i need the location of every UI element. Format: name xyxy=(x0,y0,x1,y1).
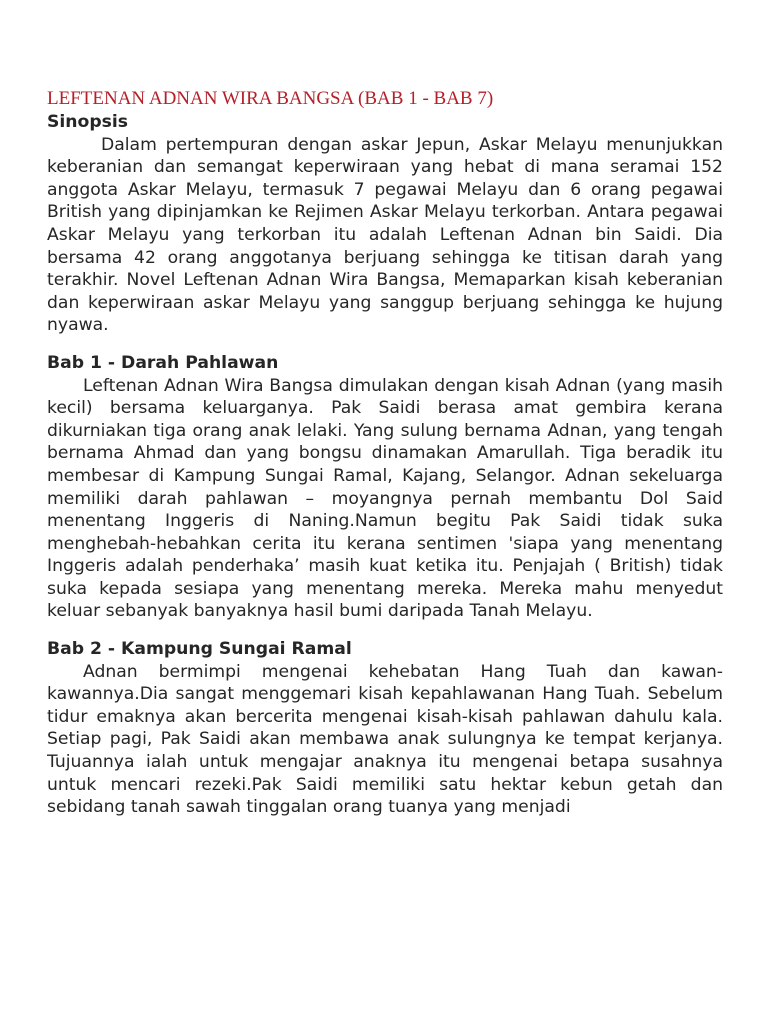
section-heading: Bab 1 - Darah Pahlawan xyxy=(47,352,279,373)
section-paragraph: Leftenan Adnan Wira Bangsa dimulakan dengan kisah Adnan (yang masih kecil) bersama keluarganya. Pak Saidi berasa amat gembira kerana dikurniakan tiga orang anak lelaki. Yang sulung bernama Adnan, yang tengah bernama Ahmad dan yang bongsu dinamakan Amarullah. Tiga beradik itu membesar di Kampung Sungai Ramal, Kajang, Selangor. Adnan sekeluarga memiliki darah pahlawan – moyangnya pernah membantu Dol Said menentang Inggeris di Naning.Namun begitu Pak Saidi tidak suka menghebah-hebahkan cerita itu kerana sentimen 'siapa yang menentang Inggeris adalah penderhaka’ masih kuat ketika itu. Penjajah ( British) tidak suka kepada sesiapa yang menentang mereka. Mereka mahu menyedut keluar sebanyak banyaknya hasil bumi daripada Tanah Melayu. xyxy=(47,375,723,622)
document-title: LEFTENAN ADNAN WIRA BANGSA (BAB 1 - BAB 7) xyxy=(47,88,494,109)
document-page xyxy=(47,87,723,833)
section-paragraph: Dalam pertempuran dengan askar Jepun, Askar Melayu menunjukkan keberanian dan semangat keperwiraan yang hebat di mana seramai 152 anggota Askar Melayu, termasuk 7 pegawai Melayu dan 6 orang pegawai British yang dipinjamkan ke Rejimen Askar Melayu terkorban. Antara pegawai Askar Melayu yang terkorban itu adalah Leftenan Adnan bin Saidi. Dia bersama 42 orang anggotanya berjuang sehingga ke titisan darah yang terakhir. Novel Leftenan Adnan Wira Bangsa, Memaparkan kisah keberanian dan keperwiraan askar Melayu yang sanggup berjuang sehingga ke hujung nyawa. xyxy=(47,134,723,336)
section-paragraph: Adnan bermimpi mengenai kehebatan Hang Tuah dan kawan-kawannya.Dia sangat menggemari kisah kepahlawanan Hang Tuah. Sebelum tidur emaknya akan bercerita mengenai kisah-kisah pahlawan dahulu kala. Setiap pagi, Pak Saidi akan membawa anak sulungnya ke tempat kerjanya. Tujuannya ialah untuk mengajar anaknya itu mengenai betapa susahnya untuk mencari rezeki.Pak Saidi memiliki satu hektar kebun getah dan sebidang tanah sawah tinggalan orang tuanya yang menjadi xyxy=(47,661,723,818)
section-heading: Sinopsis xyxy=(47,112,128,132)
section-sinopsis xyxy=(47,111,723,337)
section-bab-1 xyxy=(47,352,723,623)
section-bab-2 xyxy=(47,638,723,818)
section-heading: Bab 2 - Kampung Sungai Ramal xyxy=(47,639,352,660)
